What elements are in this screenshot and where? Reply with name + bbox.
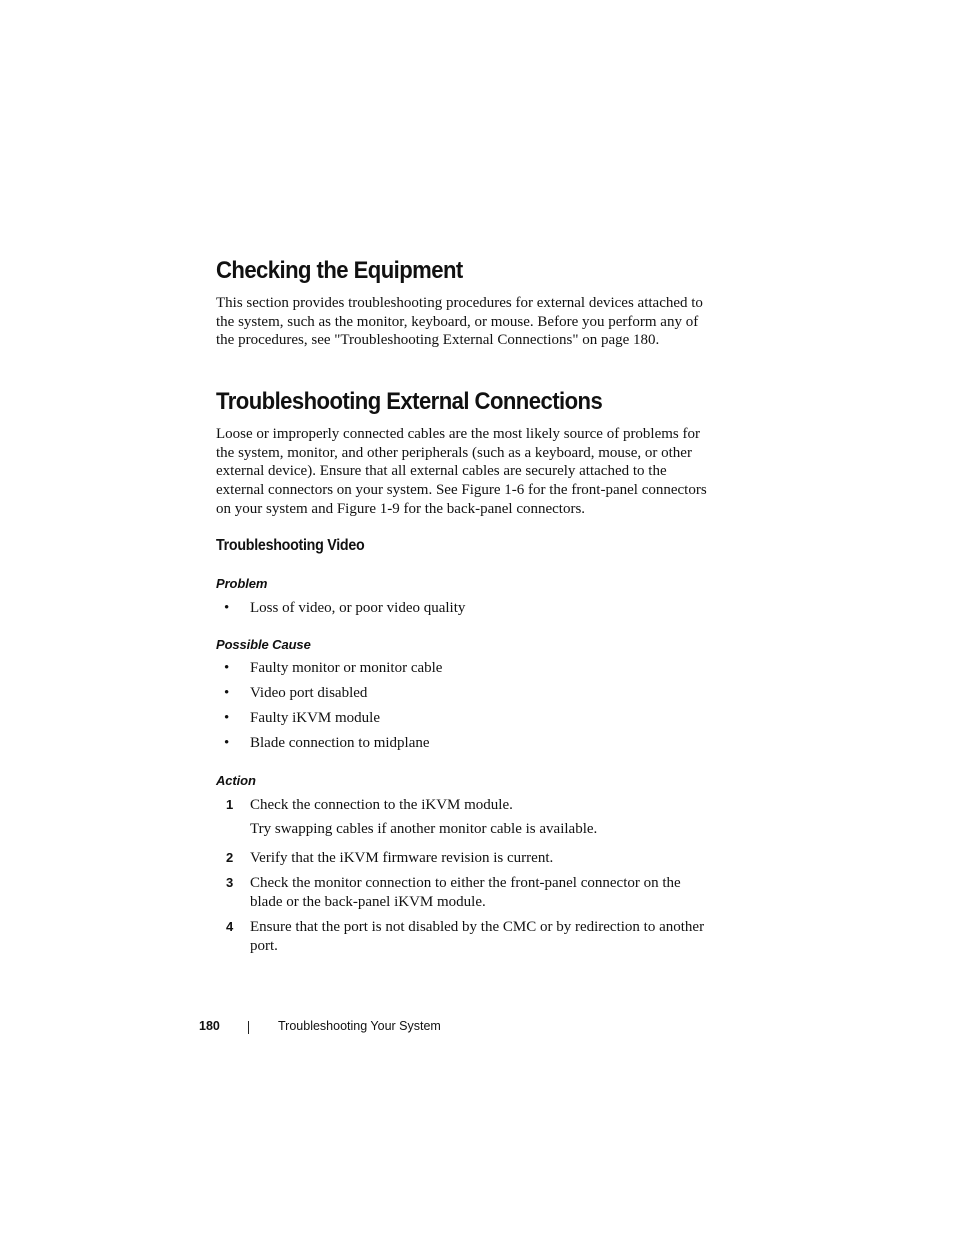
label-problem: Problem [216, 576, 268, 591]
bullet-icon: • [224, 600, 230, 616]
action-step [226, 918, 716, 955]
bullet-icon: • [224, 735, 230, 751]
step-number: 1 [226, 797, 234, 812]
paragraph-external-connections: Loose or improperly connected cables are the most likely source of problems for the system, monitor, and other peripherals (such as a keyboard, mouse, or other external device). Ensure that all external cables are securely attached to the external connectors on your system. See Figure 1-6 for the front-panel connectors on your system and Figure 1-9 for the back-panel connectors. [216, 426, 707, 517]
step-note: Try swapping cables if another monitor cable is available. [250, 821, 598, 837]
step-text: Check the monitor connection to either the front-panel connector on the blade or the back-panel iKVM module. [250, 875, 681, 910]
action-step [226, 874, 716, 911]
label-possible-cause: Possible Cause [216, 637, 311, 652]
heading-external-connections: Troubleshooting External Connections [216, 388, 603, 415]
list-item-text: Blade connection to midplane [250, 735, 430, 751]
bullet-icon: • [224, 685, 230, 701]
footer-title: Troubleshooting Your System [278, 1019, 441, 1033]
page-number: 180 [199, 1019, 220, 1033]
bullet-icon: • [224, 660, 230, 676]
heading-troubleshooting-video: Troubleshooting Video [216, 537, 365, 554]
action-step [226, 796, 716, 815]
step-number: 2 [226, 850, 234, 865]
label-action: Action [216, 773, 256, 788]
step-number: 3 [226, 875, 234, 890]
step-text: Verify that the iKVM firmware revision is current. [250, 850, 554, 866]
step-text: Ensure that the port is not disabled by the CMC or by redirection to another port. [250, 919, 705, 954]
list-item-text: Faulty iKVM module [250, 710, 380, 726]
page-footer [0, 1019, 954, 1037]
bullet-icon: • [224, 710, 230, 726]
list-item-text: Loss of video, or poor video quality [250, 600, 466, 616]
step-text: Check the connection to the iKVM module. [250, 797, 513, 813]
heading-checking-equipment: Checking the Equipment [216, 257, 463, 284]
action-step [226, 849, 716, 868]
paragraph-checking-equipment: This section provides troubleshooting procedures for external devices attached to the system, such as the monitor, keyboard, or mouse. Before you perform any of the procedures, see "Troubleshooting External Connections" on page 180. [216, 295, 703, 349]
list-item-text: Faulty monitor or monitor cable [250, 660, 443, 676]
step-number: 4 [226, 919, 234, 934]
footer-divider [248, 1021, 249, 1034]
list-item-text: Video port disabled [250, 685, 368, 701]
